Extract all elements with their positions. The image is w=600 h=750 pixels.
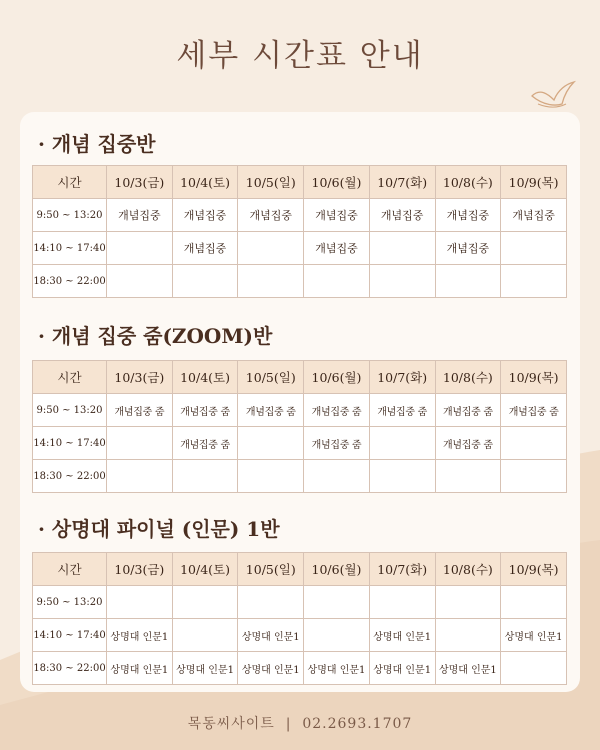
class-cell: 개념집중 줌 — [107, 394, 173, 427]
class-cell — [369, 586, 435, 619]
class-cell: 개념집중 줌 — [172, 394, 238, 427]
table-row — [33, 394, 567, 427]
class-cell: 개념집중 — [172, 232, 238, 265]
class-cell — [238, 460, 304, 493]
class-cell: 개념집중 줌 — [304, 394, 370, 427]
class-cell: 개념집중 줌 — [369, 394, 435, 427]
class-cell — [435, 619, 501, 652]
header-cell-date: 10/6(월) — [304, 166, 370, 199]
class-cell: 개념집중 — [304, 232, 370, 265]
header-cell-date: 10/4(토) — [172, 553, 238, 586]
class-cell: 개념집중 — [304, 199, 370, 232]
class-cell — [172, 586, 238, 619]
class-cell — [435, 460, 501, 493]
class-cell: 개념집중 줌 — [238, 394, 304, 427]
class-cell: 개념집중 줌 — [435, 427, 501, 460]
class-cell — [107, 586, 173, 619]
class-cell — [435, 265, 501, 298]
class-cell: 상명대 인문1 — [435, 652, 501, 685]
class-cell — [107, 232, 173, 265]
class-cell — [238, 232, 304, 265]
header-cell-date: 10/9(목) — [501, 553, 567, 586]
header-cell-date: 10/5(일) — [238, 166, 304, 199]
header-cell-date: 10/4(토) — [172, 166, 238, 199]
class-cell: 상명대 인문1 — [238, 652, 304, 685]
class-cell — [107, 427, 173, 460]
header-cell-date: 10/3(금) — [107, 553, 173, 586]
class-cell — [501, 586, 567, 619]
class-cell — [172, 265, 238, 298]
class-cell — [369, 265, 435, 298]
class-cell — [501, 652, 567, 685]
class-cell: 개념집중 — [369, 199, 435, 232]
time-cell: 9:50 ~ 13:20 — [33, 199, 107, 232]
header-cell-date: 10/7(화) — [369, 166, 435, 199]
class-cell — [501, 232, 567, 265]
class-cell: 개념집중 — [435, 232, 501, 265]
table-row — [33, 232, 567, 265]
header-row — [33, 553, 567, 586]
class-cell — [107, 460, 173, 493]
header-cell-date: 10/8(수) — [435, 361, 501, 394]
table-row — [33, 652, 567, 685]
time-cell: 9:50 ~ 13:20 — [33, 394, 107, 427]
class-cell — [304, 265, 370, 298]
time-cell: 18:30 ~ 22:00 — [33, 652, 107, 685]
class-cell: 상명대 인문1 — [501, 619, 567, 652]
header-cell-date: 10/3(금) — [107, 361, 173, 394]
class-cell: 상명대 인문1 — [369, 652, 435, 685]
class-cell — [501, 265, 567, 298]
class-cell: 상명대 인문1 — [172, 652, 238, 685]
class-cell: 개념집중 — [501, 199, 567, 232]
header-cell-date: 10/4(토) — [172, 361, 238, 394]
class-cell: 개념집중 줌 — [435, 394, 501, 427]
class-cell: 상명대 인문1 — [107, 652, 173, 685]
header-cell-date: 10/5(일) — [238, 553, 304, 586]
class-cell: 상명대 인문1 — [107, 619, 173, 652]
time-cell: 18:30 ~ 22:00 — [33, 265, 107, 298]
class-cell: 개념집중 — [435, 199, 501, 232]
table-row — [33, 586, 567, 619]
header-cell-time: 시간 — [33, 361, 107, 394]
header-cell-time: 시간 — [33, 166, 107, 199]
class-cell — [369, 460, 435, 493]
class-cell — [172, 460, 238, 493]
class-cell — [435, 586, 501, 619]
time-cell: 14:10 ~ 17:40 — [33, 427, 107, 460]
table-row — [33, 427, 567, 460]
class-cell: 상명대 인문1 — [304, 652, 370, 685]
table-row — [33, 460, 567, 493]
header-row — [33, 166, 567, 199]
schedule-table-concept — [32, 165, 567, 298]
class-cell: 개념집중 줌 — [172, 427, 238, 460]
class-cell — [501, 460, 567, 493]
time-cell: 14:10 ~ 17:40 — [33, 232, 107, 265]
class-cell — [501, 427, 567, 460]
class-cell — [107, 265, 173, 298]
table-row — [33, 199, 567, 232]
class-cell: 개념집중 — [172, 199, 238, 232]
class-cell: 개념집중 — [238, 199, 304, 232]
class-cell — [238, 265, 304, 298]
class-cell — [172, 619, 238, 652]
header-cell-date: 10/6(월) — [304, 361, 370, 394]
time-cell: 9:50 ~ 13:20 — [33, 586, 107, 619]
schedule-table-sangmyung — [32, 552, 567, 685]
header-cell-date: 10/3(금) — [107, 166, 173, 199]
section-title-concept: · 개념 집중반 — [38, 132, 156, 156]
schedule-table-zoom — [32, 360, 567, 493]
class-cell — [304, 619, 370, 652]
header-cell-date: 10/5(일) — [238, 361, 304, 394]
class-cell — [238, 427, 304, 460]
header-row — [33, 361, 567, 394]
bird-icon — [528, 76, 578, 116]
header-cell-date: 10/6(월) — [304, 553, 370, 586]
class-cell — [369, 232, 435, 265]
header-cell-date: 10/9(목) — [501, 361, 567, 394]
header-cell-date: 10/8(수) — [435, 166, 501, 199]
class-cell: 개념집중 줌 — [304, 427, 370, 460]
class-cell — [304, 460, 370, 493]
header-cell-date: 10/8(수) — [435, 553, 501, 586]
class-cell — [238, 586, 304, 619]
header-cell-time: 시간 — [33, 553, 107, 586]
class-cell: 상명대 인문1 — [369, 619, 435, 652]
class-cell: 상명대 인문1 — [238, 619, 304, 652]
section-title-sangmyung: · 상명대 파이널 (인문) 1반 — [38, 517, 280, 541]
header-cell-date: 10/7(화) — [369, 361, 435, 394]
time-cell: 18:30 ~ 22:00 — [33, 460, 107, 493]
header-cell-date: 10/7(화) — [369, 553, 435, 586]
table-row — [33, 265, 567, 298]
section-title-zoom: · 개념 집중 줌(ZOOM)반 — [38, 324, 273, 348]
class-cell — [369, 427, 435, 460]
table-row — [33, 619, 567, 652]
class-cell — [304, 586, 370, 619]
page-title: 세부 시간표 안내 — [176, 38, 424, 74]
time-cell: 14:10 ~ 17:40 — [33, 619, 107, 652]
header-cell-date: 10/9(목) — [501, 166, 567, 199]
class-cell: 개념집중 줌 — [501, 394, 567, 427]
footer-contact: 목동씨사이트 | 02.2693.1707 — [187, 716, 413, 732]
class-cell: 개념집중 — [107, 199, 173, 232]
